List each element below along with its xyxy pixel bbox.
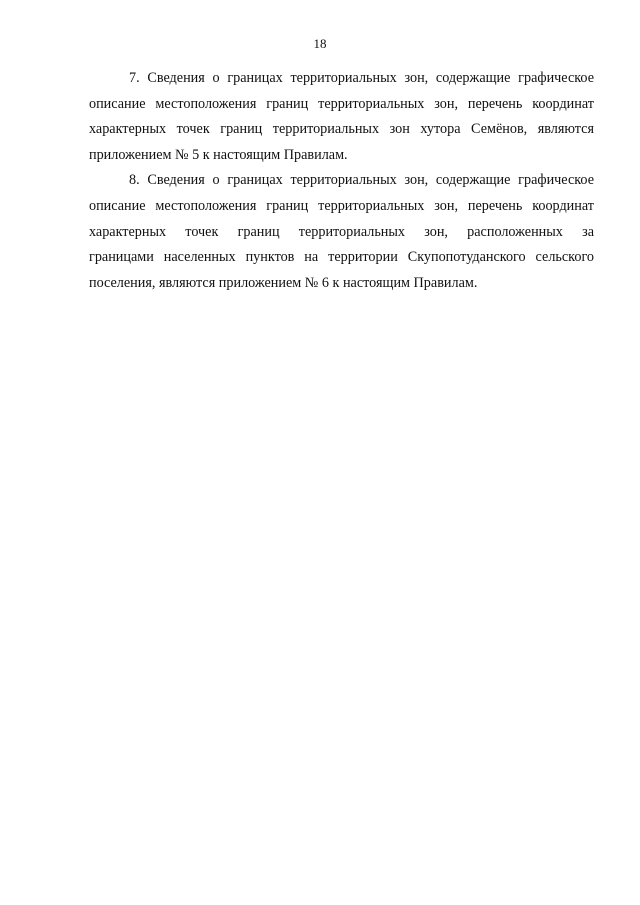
paragraph-line: границами населенных пунктов на территории Скупопотуданского сельского xyxy=(89,249,594,266)
paragraph-line: 8. Сведения о границах территориальных зон, содержащие графическое xyxy=(129,172,594,189)
paragraph-line: описание местоположения границ территориальных зон, перечень координат xyxy=(89,197,594,214)
paragraph-line: описание местоположения границ территориальных зон, перечень координат xyxy=(89,95,594,112)
page-number: 18 xyxy=(313,36,327,51)
paragraph-line: характерных точек границ территориальных зон, расположенных за xyxy=(89,223,594,240)
paragraph-line: поселения, являются приложением № 6 к настоящим Правилам. xyxy=(89,274,478,291)
paragraph-8 xyxy=(89,168,594,296)
paragraph-line: 7. Сведения о границах территориальных зон, содержащие графическое xyxy=(129,70,594,86)
paragraph-line: приложением № 5 к настоящим Правилам. xyxy=(89,146,348,163)
paragraph-line: характерных точек границ территориальных зон хутора Семёнов, являются xyxy=(89,121,594,138)
document-body xyxy=(89,66,594,296)
paragraph-7 xyxy=(89,66,594,168)
